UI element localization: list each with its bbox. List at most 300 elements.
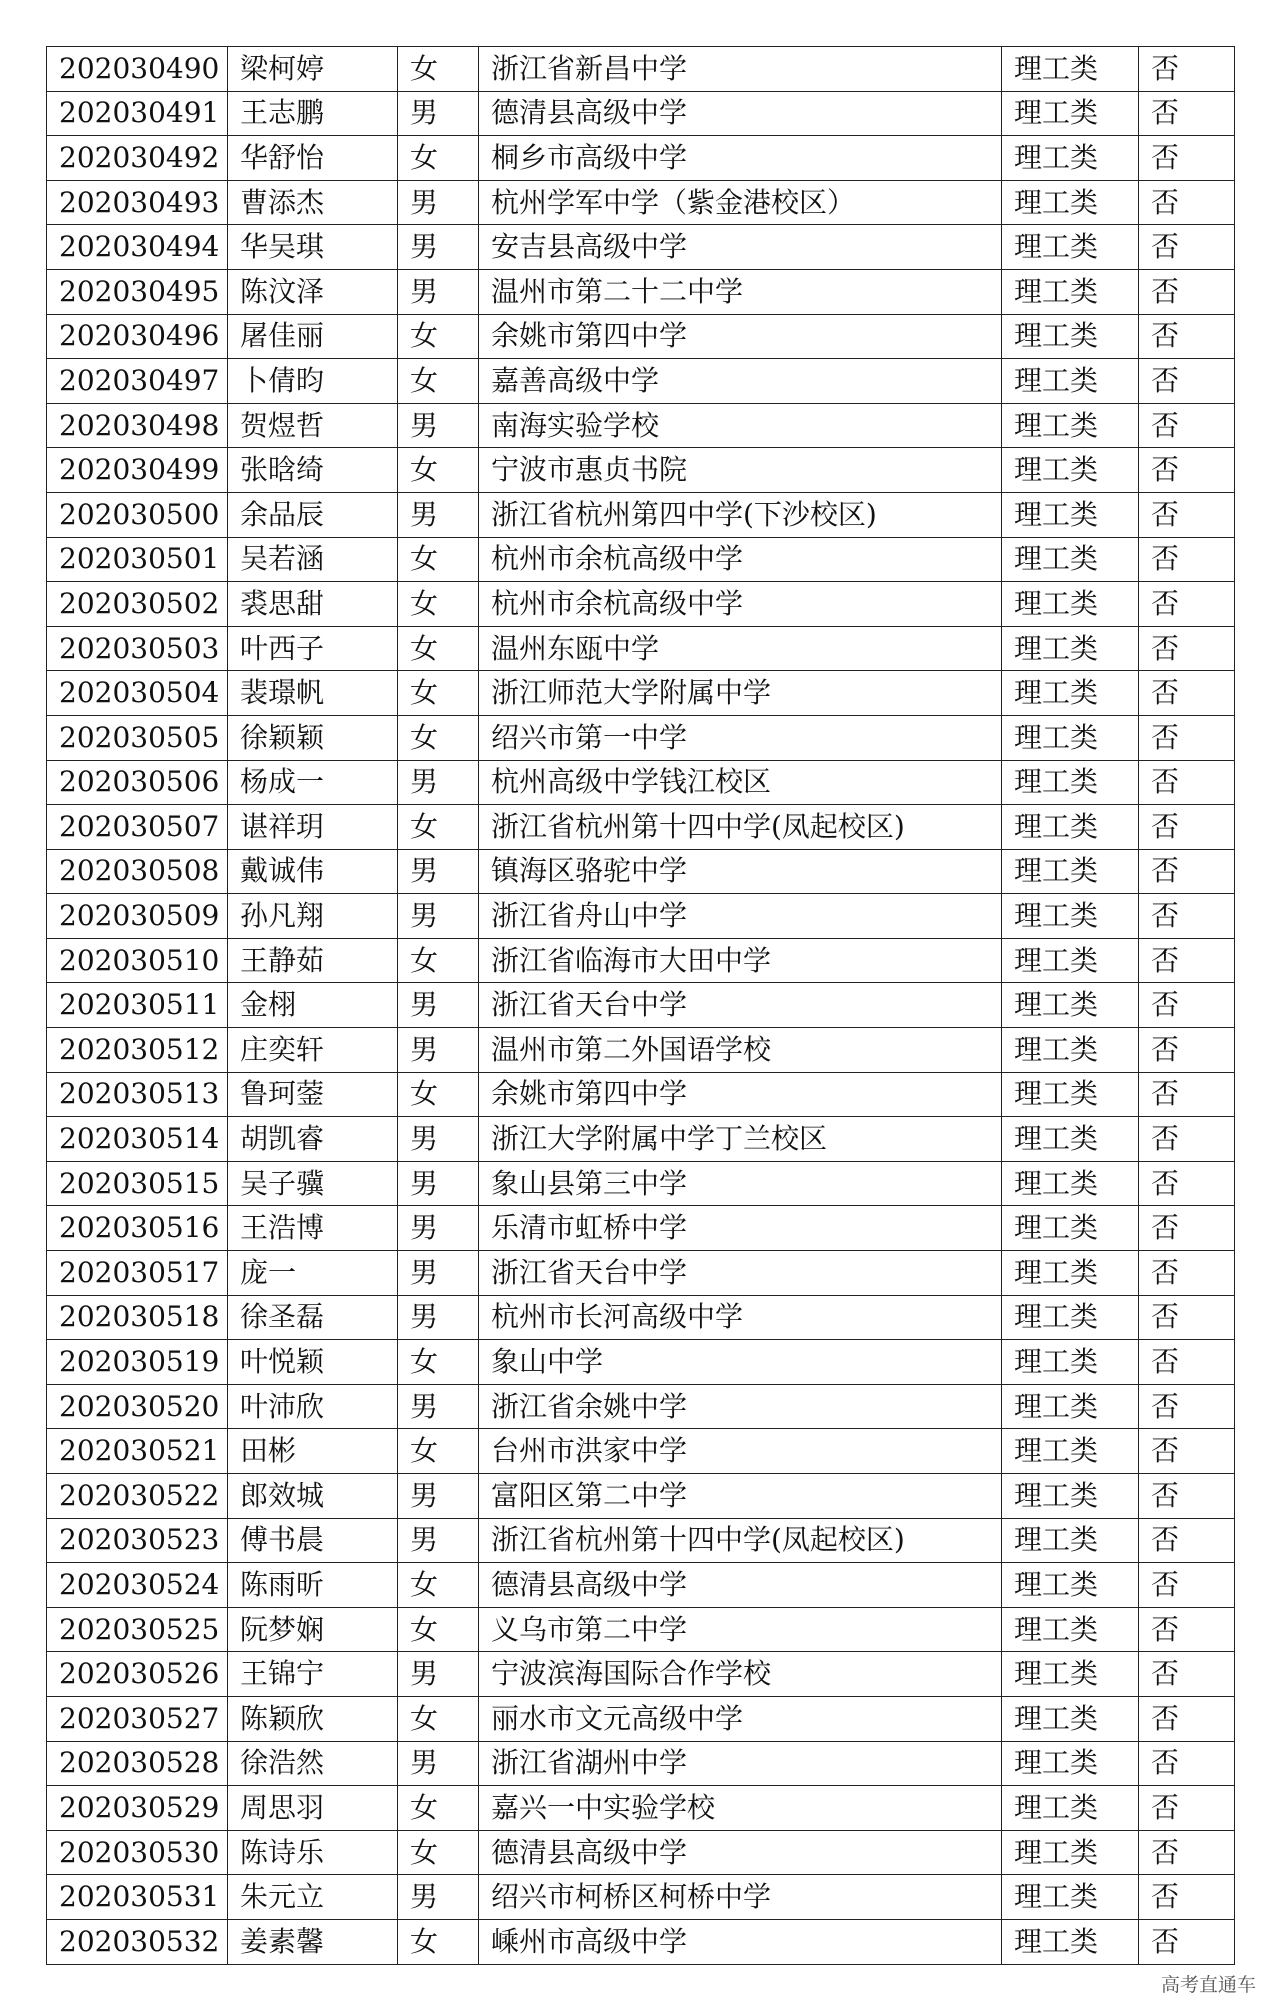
student-id-cell: 202030525 (47, 1607, 228, 1652)
flag-cell: 否 (1139, 626, 1235, 671)
student-name-cell: 陈颖欣 (228, 1696, 398, 1741)
table-row (47, 269, 1235, 314)
table-row (47, 1919, 1235, 1964)
student-id-cell: 202030524 (47, 1563, 228, 1608)
table-row (47, 403, 1235, 448)
student-id-cell: 202030529 (47, 1786, 228, 1831)
student-name-cell: 徐浩然 (228, 1741, 398, 1786)
student-id-cell: 202030519 (47, 1340, 228, 1385)
student-id-cell: 202030512 (47, 1028, 228, 1073)
category-cell: 理工类 (1002, 537, 1139, 582)
category-cell: 理工类 (1002, 671, 1139, 716)
student-name-cell: 杨成一 (228, 760, 398, 805)
school-cell: 嘉兴一中实验学校 (479, 1786, 1002, 1831)
flag-cell: 否 (1139, 1696, 1235, 1741)
school-cell: 镇海区骆驼中学 (479, 849, 1002, 894)
gender-cell: 男 (398, 894, 479, 939)
gender-cell: 男 (398, 1384, 479, 1429)
table-row (47, 1251, 1235, 1296)
flag-cell: 否 (1139, 537, 1235, 582)
gender-cell: 女 (398, 1429, 479, 1474)
flag-cell: 否 (1139, 671, 1235, 716)
gender-cell: 女 (398, 1830, 479, 1875)
flag-cell: 否 (1139, 492, 1235, 537)
category-cell: 理工类 (1002, 1340, 1139, 1385)
student-id-cell: 202030490 (47, 47, 228, 92)
flag-cell: 否 (1139, 1919, 1235, 1964)
gender-cell: 男 (398, 760, 479, 805)
category-cell: 理工类 (1002, 849, 1139, 894)
gender-cell: 女 (398, 1607, 479, 1652)
gender-cell: 女 (398, 314, 479, 359)
student-name-cell: 贺煜哲 (228, 403, 398, 448)
school-cell: 浙江省天台中学 (479, 1251, 1002, 1296)
category-cell: 理工类 (1002, 448, 1139, 493)
student-name-cell: 叶沛欣 (228, 1384, 398, 1429)
student-name-cell: 徐圣磊 (228, 1295, 398, 1340)
gender-cell: 男 (398, 1117, 479, 1162)
student-id-cell: 202030522 (47, 1474, 228, 1519)
student-name-cell: 孙凡翔 (228, 894, 398, 939)
school-cell: 温州东瓯中学 (479, 626, 1002, 671)
flag-cell: 否 (1139, 894, 1235, 939)
flag-cell: 否 (1139, 1830, 1235, 1875)
table-row (47, 537, 1235, 582)
gender-cell: 女 (398, 1072, 479, 1117)
flag-cell: 否 (1139, 1474, 1235, 1519)
student-name-cell: 裴璟帆 (228, 671, 398, 716)
student-id-cell: 202030498 (47, 403, 228, 448)
gender-cell: 男 (398, 1518, 479, 1563)
school-cell: 台州市洪家中学 (479, 1429, 1002, 1474)
table-row (47, 805, 1235, 850)
school-cell: 乐清市虹桥中学 (479, 1206, 1002, 1251)
student-id-cell: 202030510 (47, 938, 228, 983)
category-cell: 理工类 (1002, 1919, 1139, 1964)
flag-cell: 否 (1139, 359, 1235, 404)
student-id-cell: 202030500 (47, 492, 228, 537)
school-cell: 富阳区第二中学 (479, 1474, 1002, 1519)
school-cell: 绍兴市第一中学 (479, 715, 1002, 760)
gender-cell: 男 (398, 269, 479, 314)
student-id-cell: 202030531 (47, 1875, 228, 1920)
category-cell: 理工类 (1002, 626, 1139, 671)
flag-cell: 否 (1139, 314, 1235, 359)
flag-cell: 否 (1139, 1295, 1235, 1340)
flag-cell: 否 (1139, 1518, 1235, 1563)
gender-cell: 女 (398, 626, 479, 671)
table-row (47, 136, 1235, 181)
student-id-cell: 202030516 (47, 1206, 228, 1251)
school-cell: 德清县高级中学 (479, 1563, 1002, 1608)
gender-cell: 女 (398, 1786, 479, 1831)
student-name-cell: 裘思甜 (228, 582, 398, 627)
school-cell: 浙江省舟山中学 (479, 894, 1002, 939)
flag-cell: 否 (1139, 1251, 1235, 1296)
student-name-cell: 周思羽 (228, 1786, 398, 1831)
category-cell: 理工类 (1002, 1741, 1139, 1786)
student-id-cell: 202030501 (47, 537, 228, 582)
student-id-cell: 202030527 (47, 1696, 228, 1741)
student-name-cell: 王志鹏 (228, 91, 398, 136)
student-name-cell: 谌祥玥 (228, 805, 398, 850)
table-row (47, 1741, 1235, 1786)
school-cell: 浙江省临海市大田中学 (479, 938, 1002, 983)
student-id-cell: 202030494 (47, 225, 228, 270)
category-cell: 理工类 (1002, 1028, 1139, 1073)
school-cell: 丽水市文元高级中学 (479, 1696, 1002, 1741)
gender-cell: 女 (398, 1340, 479, 1385)
category-cell: 理工类 (1002, 1161, 1139, 1206)
student-name-cell: 庞一 (228, 1251, 398, 1296)
gender-cell: 男 (398, 225, 479, 270)
roster-body (47, 47, 1235, 1965)
school-cell: 嵊州市高级中学 (479, 1919, 1002, 1964)
table-row (47, 1117, 1235, 1162)
table-row (47, 938, 1235, 983)
category-cell: 理工类 (1002, 1072, 1139, 1117)
category-cell: 理工类 (1002, 1607, 1139, 1652)
student-id-cell: 202030528 (47, 1741, 228, 1786)
school-cell: 杭州高级中学钱江校区 (479, 760, 1002, 805)
category-cell: 理工类 (1002, 1117, 1139, 1162)
flag-cell: 否 (1139, 403, 1235, 448)
gender-cell: 男 (398, 1206, 479, 1251)
category-cell: 理工类 (1002, 1429, 1139, 1474)
gender-cell: 男 (398, 492, 479, 537)
student-id-cell: 202030514 (47, 1117, 228, 1162)
table-row (47, 47, 1235, 92)
table-row (47, 1518, 1235, 1563)
student-id-cell: 202030511 (47, 983, 228, 1028)
student-name-cell: 叶悦颖 (228, 1340, 398, 1385)
student-name-cell: 王锦宁 (228, 1652, 398, 1697)
school-cell: 杭州市长河高级中学 (479, 1295, 1002, 1340)
student-name-cell: 胡凯睿 (228, 1117, 398, 1162)
student-id-cell: 202030506 (47, 760, 228, 805)
category-cell: 理工类 (1002, 938, 1139, 983)
school-cell: 浙江省杭州第四中学(下沙校区) (479, 492, 1002, 537)
student-name-cell: 王静茹 (228, 938, 398, 983)
table-row (47, 314, 1235, 359)
category-cell: 理工类 (1002, 805, 1139, 850)
gender-cell: 男 (398, 91, 479, 136)
category-cell: 理工类 (1002, 983, 1139, 1028)
table-row (47, 715, 1235, 760)
flag-cell: 否 (1139, 1607, 1235, 1652)
table-row (47, 1384, 1235, 1429)
school-cell: 浙江省杭州第十四中学(凤起校区) (479, 1518, 1002, 1563)
table-row (47, 1875, 1235, 1920)
school-cell: 浙江省杭州第十四中学(凤起校区) (479, 805, 1002, 850)
student-id-cell: 202030509 (47, 894, 228, 939)
gender-cell: 男 (398, 1028, 479, 1073)
gender-cell: 女 (398, 1696, 479, 1741)
school-cell: 桐乡市高级中学 (479, 136, 1002, 181)
school-cell: 余姚市第四中学 (479, 1072, 1002, 1117)
flag-cell: 否 (1139, 91, 1235, 136)
gender-cell: 女 (398, 448, 479, 493)
student-name-cell: 傅书晨 (228, 1518, 398, 1563)
gender-cell: 男 (398, 1161, 479, 1206)
student-id-cell: 202030495 (47, 269, 228, 314)
student-id-cell: 202030521 (47, 1429, 228, 1474)
category-cell: 理工类 (1002, 225, 1139, 270)
gender-cell: 男 (398, 849, 479, 894)
gender-cell: 男 (398, 983, 479, 1028)
student-id-cell: 202030526 (47, 1652, 228, 1697)
school-cell: 安吉县高级中学 (479, 225, 1002, 270)
school-cell: 南海实验学校 (479, 403, 1002, 448)
school-cell: 浙江省天台中学 (479, 983, 1002, 1028)
flag-cell: 否 (1139, 1563, 1235, 1608)
student-id-cell: 202030515 (47, 1161, 228, 1206)
table-row (47, 1429, 1235, 1474)
table-row (47, 1786, 1235, 1831)
table-row (47, 448, 1235, 493)
table-row (47, 1072, 1235, 1117)
flag-cell: 否 (1139, 448, 1235, 493)
student-name-cell: 张晗绮 (228, 448, 398, 493)
student-id-cell: 202030499 (47, 448, 228, 493)
student-id-cell: 202030523 (47, 1518, 228, 1563)
flag-cell: 否 (1139, 1340, 1235, 1385)
school-cell: 德清县高级中学 (479, 1830, 1002, 1875)
gender-cell: 女 (398, 136, 479, 181)
school-cell: 温州市第二外国语学校 (479, 1028, 1002, 1073)
school-cell: 浙江省湖州中学 (479, 1741, 1002, 1786)
table-row (47, 1340, 1235, 1385)
student-name-cell: 陈诗乐 (228, 1830, 398, 1875)
student-name-cell: 王浩博 (228, 1206, 398, 1251)
student-roster-table (46, 46, 1235, 1965)
table-row (47, 1161, 1235, 1206)
gender-cell: 女 (398, 359, 479, 404)
flag-cell: 否 (1139, 47, 1235, 92)
table-row (47, 1563, 1235, 1608)
school-cell: 象山中学 (479, 1340, 1002, 1385)
flag-cell: 否 (1139, 225, 1235, 270)
student-name-cell: 屠佳丽 (228, 314, 398, 359)
gender-cell: 男 (398, 1251, 479, 1296)
student-name-cell: 叶西子 (228, 626, 398, 671)
student-id-cell: 202030503 (47, 626, 228, 671)
table-row (47, 760, 1235, 805)
category-cell: 理工类 (1002, 1295, 1139, 1340)
category-cell: 理工类 (1002, 91, 1139, 136)
school-cell: 宁波滨海国际合作学校 (479, 1652, 1002, 1697)
category-cell: 理工类 (1002, 1652, 1139, 1697)
flag-cell: 否 (1139, 1652, 1235, 1697)
flag-cell: 否 (1139, 805, 1235, 850)
student-name-cell: 徐颖颖 (228, 715, 398, 760)
student-id-cell: 202030502 (47, 582, 228, 627)
student-name-cell: 金栩 (228, 983, 398, 1028)
student-name-cell: 庄奕轩 (228, 1028, 398, 1073)
flag-cell: 否 (1139, 1072, 1235, 1117)
student-name-cell: 田彬 (228, 1429, 398, 1474)
category-cell: 理工类 (1002, 314, 1139, 359)
table-row (47, 1696, 1235, 1741)
table-row (47, 626, 1235, 671)
flag-cell: 否 (1139, 1206, 1235, 1251)
table-row (47, 582, 1235, 627)
student-name-cell: 阮梦娴 (228, 1607, 398, 1652)
flag-cell: 否 (1139, 136, 1235, 181)
category-cell: 理工类 (1002, 1875, 1139, 1920)
table-row (47, 894, 1235, 939)
table-row (47, 1830, 1235, 1875)
school-cell: 宁波市惠贞书院 (479, 448, 1002, 493)
flag-cell: 否 (1139, 760, 1235, 805)
table-row (47, 1607, 1235, 1652)
category-cell: 理工类 (1002, 760, 1139, 805)
category-cell: 理工类 (1002, 269, 1139, 314)
school-cell: 德清县高级中学 (479, 91, 1002, 136)
gender-cell: 女 (398, 805, 479, 850)
category-cell: 理工类 (1002, 492, 1139, 537)
student-id-cell: 202030491 (47, 91, 228, 136)
category-cell: 理工类 (1002, 1384, 1139, 1429)
student-id-cell: 202030504 (47, 671, 228, 716)
category-cell: 理工类 (1002, 1518, 1139, 1563)
student-id-cell: 202030513 (47, 1072, 228, 1117)
category-cell: 理工类 (1002, 180, 1139, 225)
school-cell: 义乌市第二中学 (479, 1607, 1002, 1652)
school-cell: 杭州学军中学（紫金港校区） (479, 180, 1002, 225)
category-cell: 理工类 (1002, 1474, 1139, 1519)
school-cell: 象山县第三中学 (479, 1161, 1002, 1206)
student-id-cell: 202030508 (47, 849, 228, 894)
student-name-cell: 余品辰 (228, 492, 398, 537)
student-id-cell: 202030492 (47, 136, 228, 181)
student-id-cell: 202030530 (47, 1830, 228, 1875)
gender-cell: 女 (398, 671, 479, 716)
student-name-cell: 曹添杰 (228, 180, 398, 225)
gender-cell: 女 (398, 47, 479, 92)
student-name-cell: 卜倩昀 (228, 359, 398, 404)
gender-cell: 女 (398, 1563, 479, 1608)
category-cell: 理工类 (1002, 359, 1139, 404)
category-cell: 理工类 (1002, 136, 1139, 181)
flag-cell: 否 (1139, 180, 1235, 225)
category-cell: 理工类 (1002, 1206, 1139, 1251)
student-id-cell: 202030532 (47, 1919, 228, 1964)
student-name-cell: 郎效城 (228, 1474, 398, 1519)
student-id-cell: 202030520 (47, 1384, 228, 1429)
table-row (47, 1652, 1235, 1697)
table-row (47, 492, 1235, 537)
table-row (47, 1028, 1235, 1073)
category-cell: 理工类 (1002, 1563, 1139, 1608)
gender-cell: 男 (398, 1875, 479, 1920)
school-cell: 杭州市余杭高级中学 (479, 582, 1002, 627)
school-cell: 浙江省余姚中学 (479, 1384, 1002, 1429)
school-cell: 嘉善高级中学 (479, 359, 1002, 404)
gender-cell: 男 (398, 1474, 479, 1519)
table-row (47, 671, 1235, 716)
table-row (47, 983, 1235, 1028)
flag-cell: 否 (1139, 938, 1235, 983)
flag-cell: 否 (1139, 1117, 1235, 1162)
student-name-cell: 朱元立 (228, 1875, 398, 1920)
category-cell: 理工类 (1002, 582, 1139, 627)
flag-cell: 否 (1139, 1741, 1235, 1786)
gender-cell: 女 (398, 582, 479, 627)
flag-cell: 否 (1139, 1384, 1235, 1429)
flag-cell: 否 (1139, 1429, 1235, 1474)
category-cell: 理工类 (1002, 47, 1139, 92)
table-row (47, 849, 1235, 894)
school-cell: 杭州市余杭高级中学 (479, 537, 1002, 582)
gender-cell: 女 (398, 715, 479, 760)
gender-cell: 女 (398, 1919, 479, 1964)
gender-cell: 男 (398, 1741, 479, 1786)
student-name-cell: 吴若涵 (228, 537, 398, 582)
student-id-cell: 202030518 (47, 1295, 228, 1340)
student-name-cell: 陈汶泽 (228, 269, 398, 314)
category-cell: 理工类 (1002, 1696, 1139, 1741)
student-name-cell: 姜素馨 (228, 1919, 398, 1964)
school-cell: 绍兴市柯桥区柯桥中学 (479, 1875, 1002, 1920)
school-cell: 浙江师范大学附属中学 (479, 671, 1002, 716)
student-id-cell: 202030496 (47, 314, 228, 359)
gender-cell: 女 (398, 537, 479, 582)
flag-cell: 否 (1139, 1875, 1235, 1920)
school-cell: 浙江省新昌中学 (479, 47, 1002, 92)
table-row (47, 1474, 1235, 1519)
student-name-cell: 华舒怡 (228, 136, 398, 181)
table-row (47, 180, 1235, 225)
table-row (47, 91, 1235, 136)
school-cell: 温州市第二十二中学 (479, 269, 1002, 314)
gender-cell: 男 (398, 1652, 479, 1697)
flag-cell: 否 (1139, 1786, 1235, 1831)
category-cell: 理工类 (1002, 1786, 1139, 1831)
category-cell: 理工类 (1002, 715, 1139, 760)
category-cell: 理工类 (1002, 1830, 1139, 1875)
flag-cell: 否 (1139, 715, 1235, 760)
category-cell: 理工类 (1002, 894, 1139, 939)
student-id-cell: 202030505 (47, 715, 228, 760)
gender-cell: 男 (398, 180, 479, 225)
flag-cell: 否 (1139, 1161, 1235, 1206)
table-row (47, 1206, 1235, 1251)
gender-cell: 男 (398, 403, 479, 448)
gender-cell: 男 (398, 1295, 479, 1340)
flag-cell: 否 (1139, 1028, 1235, 1073)
student-name-cell: 鲁珂蓥 (228, 1072, 398, 1117)
gender-cell: 女 (398, 938, 479, 983)
flag-cell: 否 (1139, 849, 1235, 894)
category-cell: 理工类 (1002, 403, 1139, 448)
category-cell: 理工类 (1002, 1251, 1139, 1296)
student-name-cell: 陈雨昕 (228, 1563, 398, 1608)
student-id-cell: 202030493 (47, 180, 228, 225)
table-row (47, 225, 1235, 270)
student-name-cell: 戴诚伟 (228, 849, 398, 894)
flag-cell: 否 (1139, 269, 1235, 314)
student-name-cell: 梁柯婷 (228, 47, 398, 92)
table-row (47, 1295, 1235, 1340)
watermark-text: 高考直通车 (1160, 1974, 1256, 1996)
table-row (47, 359, 1235, 404)
school-cell: 浙江大学附属中学丁兰校区 (479, 1117, 1002, 1162)
student-name-cell: 华吴琪 (228, 225, 398, 270)
student-id-cell: 202030517 (47, 1251, 228, 1296)
student-id-cell: 202030497 (47, 359, 228, 404)
flag-cell: 否 (1139, 582, 1235, 627)
